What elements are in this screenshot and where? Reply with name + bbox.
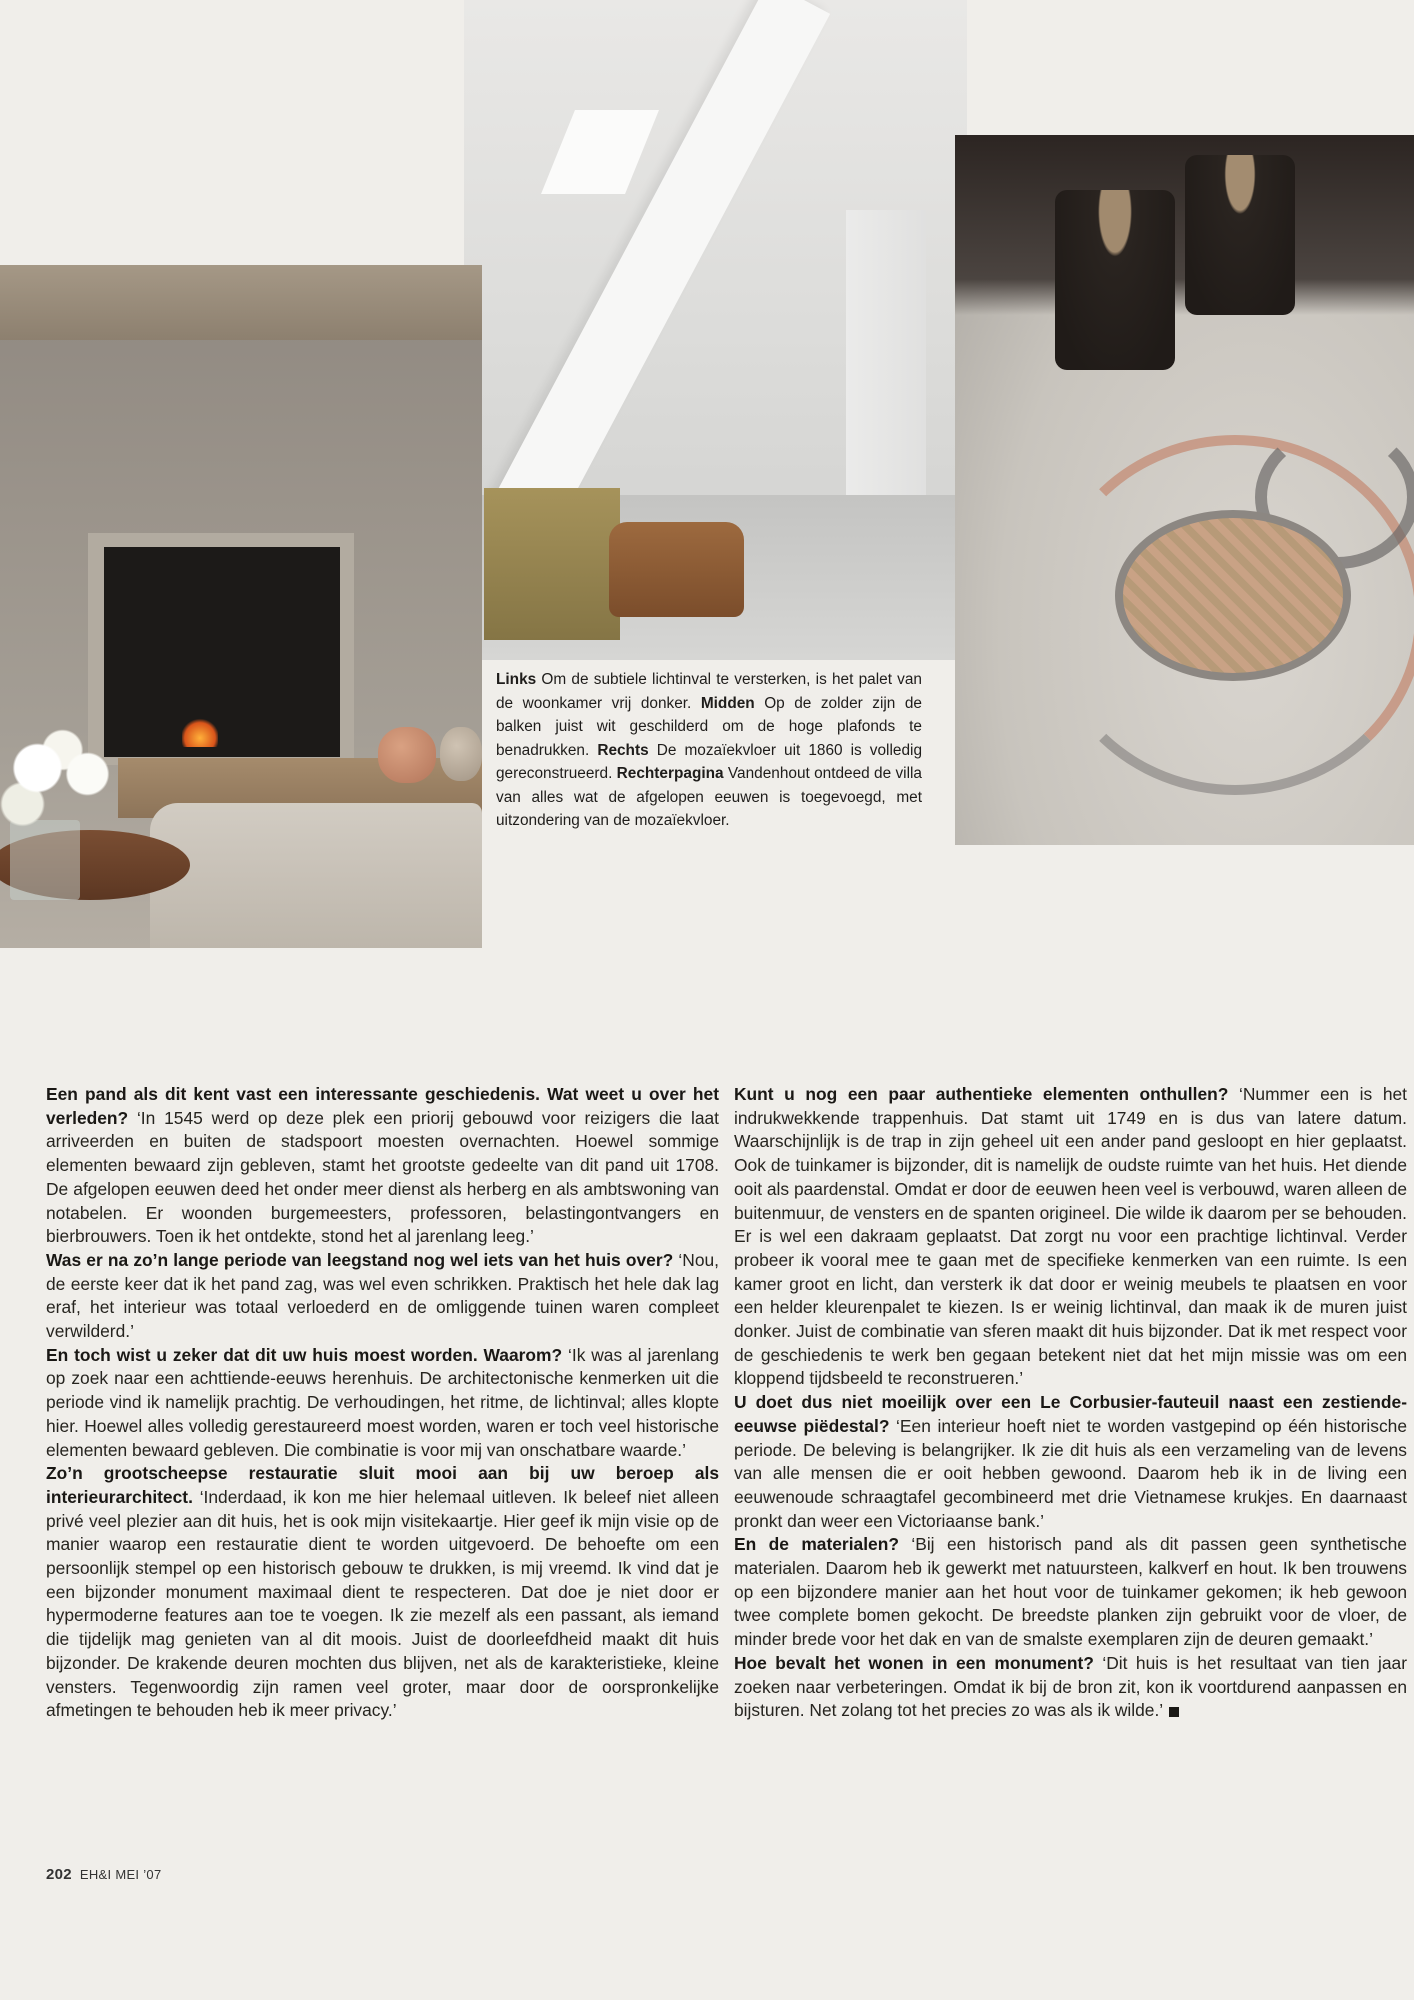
living-room-photo bbox=[0, 265, 482, 948]
suitcase bbox=[484, 488, 620, 640]
caption-text: Om de subtiele lichtinval te versterken, is het palet van de woonkamer vrij donker. bbox=[496, 671, 922, 712]
caption-label: Links bbox=[496, 671, 537, 688]
fireplace bbox=[104, 547, 340, 757]
white-flowers bbox=[0, 720, 125, 840]
caption-text: Op de zolder zijn de balken juist wit geschilderd om de hoge plafonds te benadrukken. bbox=[496, 694, 922, 759]
answer: ‘Nummer een is het indrukwekkende trappenhuis. Dat stamt uit 1749 en is dus van latere datum. Waarschijnlijk is de trap in zijn geheel uit een ander pand gesloopt en hier geplaatst. Ook de tuinkamer is bijzonder, dit is namelijk de oudste ruimte van het huis. Het diende ooit als paardenstal. Omdat er door de eeuwen heen veel is verbouwd, waren alleen de buitenmuur, de vensters en de spanten origineel. Die wilde ik daarom per se behouden. Er is wel een dakraam geplaatst. Dat zorgt nu voor een prachtige lichtinval. Verder probeer ik vooral mee te gaan met de specifieke kenmerken van een ruimte. Is een kamer groot en licht, dan versterk ik dat door er weinig meubels te plaatsen en voor een helder kleurenpalet te kiezen. Is er weinig lichtinval, dan maak ik de muren juist donker. Juist de combinatie van sferen maakt dit huis bijzonder. Dat ik met respect voor de geschiedenis te werk ben gegaan betekent niet dat het mijn missie was om een kloppend tijdsbeeld te reconstrueren.’ bbox=[734, 1084, 1407, 1389]
answer: ‘Een interieur hoeft niet te worden vastgepind op één historische periode. De beleving is belangrijker. Ik zie dit huis als een verzameling van de levens van alle mensen die er ooit hebben gewoond. Daarom heb ik in de living een eeuwenoude schraagtafel gecombineerd met drie Vietnamese krukjes. En daarnaast pronkt dan weer een Victoriaanse bank.’ bbox=[734, 1415, 1407, 1531]
answer: ‘In 1545 werd op deze plek een priorij gebouwd voor reizigers die laat arriveerden en buiten de stadspoort moesten overnachten. Hoewel sommige elementen bewaard zijn gebleven, stamt het grootste gedeelte van dit pand uit 1708. De afgelopen eeuwen deed het onder meer dienst als herberg en als ambtswoning van notabelen. Er woonden burgemeesters, professoren, belastingontvangers en bierbrouwers. Toen ik het ontdekte, stond het al jarenlang leeg.’ bbox=[46, 1107, 719, 1247]
answer: ‘Nou, de eerste keer dat ik het pand zag, was wel even schrikken. Praktisch het hele dak lag eraf, het interieur was totaal verloederd en de omliggende tuinen waren compleet verwilderd.’ bbox=[46, 1249, 719, 1342]
article-column-left bbox=[46, 1083, 719, 1723]
page-footer bbox=[46, 1866, 162, 1883]
qa-paragraph bbox=[46, 1462, 719, 1723]
question: Een pand als dit kent vast een interessante geschiedenis. Wat weet u over het verleden? bbox=[46, 1084, 719, 1128]
leather-bag bbox=[609, 522, 744, 617]
question: Was er na zo’n lange periode van leegstand nog wel iets van het huis over? bbox=[46, 1249, 674, 1270]
answer: ‘Bij een historisch pand als dit passen geen synthetische materialen. Daarom heb ik gewerkt met natuursteen, kalkverf en hout. Ik ben trouwens op een bijzondere manier aan het hout voor de tuinkamer gekomen; ik heb gewoon twee complete bomen gekocht. De breedste planken zijn gebruikt voor de vloer, de minder brede voor het dak en van de smalste exemplaren zijn de deuren gemaakt.’ bbox=[734, 1534, 1407, 1650]
page-number: 202 bbox=[46, 1866, 72, 1883]
caption-text: Vandenhout ontdeed de villa van alles wat de afgelopen eeuwen is toegevoegd, met uitzondering van de mozaïekvloer. bbox=[496, 765, 922, 829]
qa-paragraph bbox=[734, 1391, 1407, 1533]
attic-door bbox=[846, 210, 926, 536]
qa-paragraph bbox=[734, 1533, 1407, 1652]
attic-photo bbox=[464, 0, 967, 660]
article-column-right bbox=[734, 1083, 1407, 1723]
qa-paragraph bbox=[734, 1652, 1407, 1723]
sofa bbox=[150, 803, 482, 948]
caption-text: De mozaïekvloer uit 1860 is volledig gereconstrueerd. bbox=[496, 741, 922, 782]
caption-label: Rechts bbox=[597, 741, 649, 759]
qa-paragraph bbox=[734, 1083, 1407, 1391]
mosaic-floor-photo bbox=[955, 135, 1414, 845]
question: Kunt u nog een paar authentieke elementen onthullen? bbox=[734, 1084, 1229, 1104]
answer: ‘Dit huis is het resultaat van tien jaar zoeken naar verbeteringen. Omdat ik bij de bron zit, kon ik voortdurend aanpassen en bijsturen. Net zolang tot het precies zo was als ik wilde.’ bbox=[734, 1652, 1408, 1721]
pedestal bbox=[1185, 155, 1295, 315]
end-mark bbox=[1169, 1707, 1179, 1717]
question: En toch wist u zeker dat dit uw huis moest worden. Waarom? bbox=[46, 1344, 563, 1365]
question: Zo’n grootscheepse restauratie sluit mooi aan bij uw beroep als interieurarchitect. bbox=[46, 1463, 719, 1507]
answer: ‘Ik was al jarenlang op zoek naar een achttiende-eeuws herenhuis. De architectonische kenmerken uit die periode vind ik namelijk prachtig. De verhoudingen, het ritme, de lichtinval; alles klopte hier. Hoewel alles volledig gerestaureerd moest worden, waren er toch veel historische elementen bewaard gebleven. Die combinatie is voor mij van onschatbare waarde.’ bbox=[46, 1344, 719, 1460]
qa-paragraph bbox=[46, 1249, 719, 1344]
wooden-beam bbox=[0, 265, 482, 340]
skylight bbox=[541, 110, 659, 194]
caption-label: Midden bbox=[700, 694, 755, 712]
caption-label: Rechterpagina bbox=[616, 765, 724, 782]
photo-caption bbox=[496, 668, 922, 833]
answer: ‘Inderdaad, ik kon me hier helemaal uitleven. Ik beleef niet alleen privé veel plezier aan dit huis, het is ook mijn visitekaartje. Hier geef ik mijn visie op de manier waarop een restauratie dient te worden uitgevoerd. De behoefte om een persoonlijk stempel op een historisch gebouw te drukken, is mij vreemd. Ik vind dat je een bijzonder monument maximaal dient te respecteren. Dat doe je niet door er hypermoderne features aan toe te voegen. Ik zie mezelf als een passant, als iemand die tijdelijk mag genieten van al dit moois. Juist de doorleefdheid maakt dit huis bijzonder. De krakende deuren mochten dus blijven, net als de karakteristieke, kleine vensters. Tegenwoordig zijn ramen veel groter, maar door de oorspronkelijke afmetingen te behouden heb ik meer privacy.’ bbox=[46, 1486, 719, 1721]
question: Hoe bevalt het wonen in een monument? bbox=[734, 1652, 1094, 1673]
fire bbox=[182, 717, 218, 747]
qa-paragraph bbox=[46, 1083, 719, 1249]
question: En de materialen? bbox=[734, 1534, 899, 1555]
question: U doet dus niet moeilijk over een Le Corbusier-fauteuil naast een zestiende-eeuwse piëdestal? bbox=[734, 1392, 1407, 1436]
clay-vase bbox=[378, 727, 436, 783]
stone-vase bbox=[440, 727, 482, 781]
magazine-issue: EH&I MEI ’07 bbox=[79, 1867, 162, 1882]
qa-paragraph bbox=[46, 1344, 719, 1463]
mosaic-medallion bbox=[1115, 510, 1351, 681]
pedestal bbox=[1055, 190, 1175, 370]
